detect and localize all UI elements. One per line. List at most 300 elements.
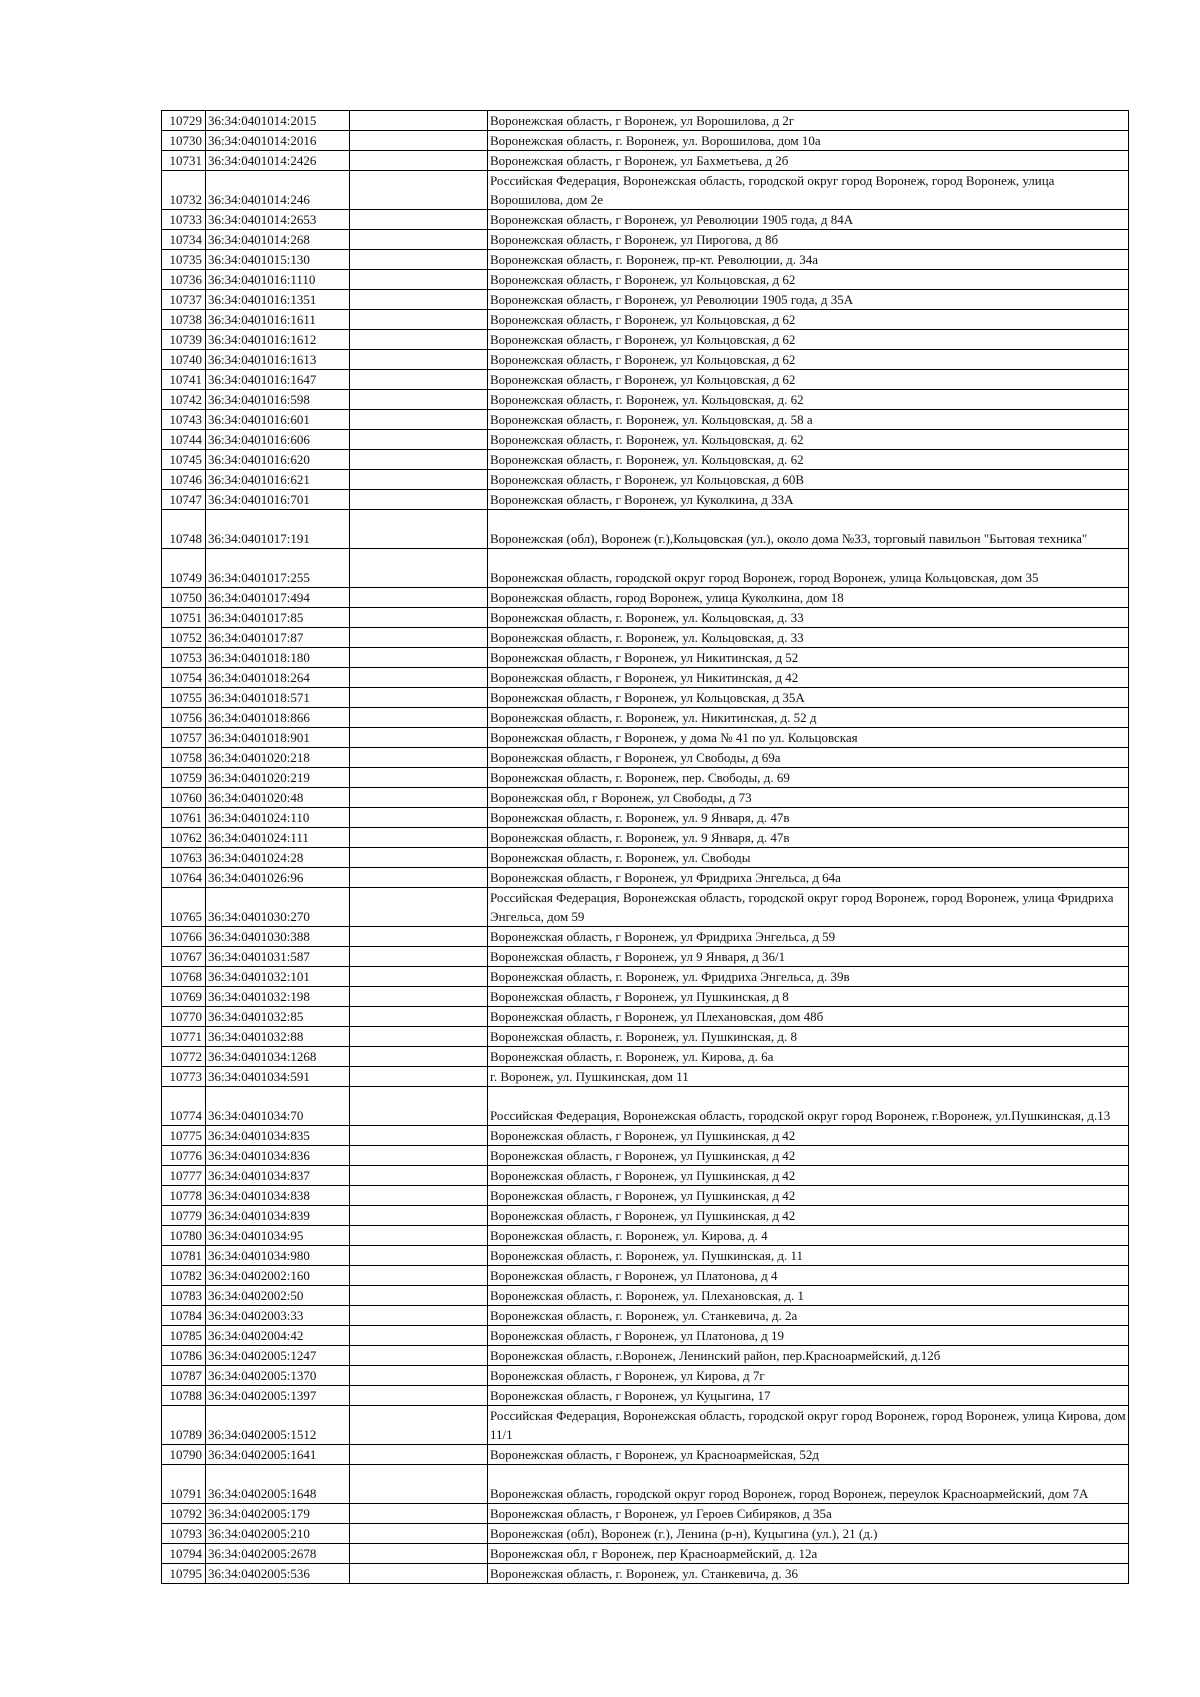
row-number-cell: 10768	[162, 967, 206, 987]
cadastral-number-cell: 36:34:0401031:587	[206, 947, 350, 967]
table-row	[162, 848, 1129, 868]
table-row	[162, 1166, 1129, 1186]
cadastral-number-cell: 36:34:0402002:50	[206, 1286, 350, 1306]
empty-cell	[350, 728, 488, 748]
address-cell: Воронежская область, г. Воронеж, ул. Кольцовская, д. 58 а	[488, 410, 1129, 430]
address-cell: Воронежская область, г Воронеж, ул Фридриха Энгельса, д 64а	[488, 868, 1129, 888]
table-row	[162, 250, 1129, 270]
table-row	[162, 1406, 1129, 1445]
cadastral-number-cell: 36:34:0401020:218	[206, 748, 350, 768]
empty-cell	[350, 768, 488, 788]
row-number-cell: 10759	[162, 768, 206, 788]
row-number-cell: 10750	[162, 588, 206, 608]
row-number-cell: 10746	[162, 470, 206, 490]
address-cell: Воронежская обл, г Воронеж, ул Свободы, д 73	[488, 788, 1129, 808]
cadastral-number-cell: 36:34:0402002:160	[206, 1266, 350, 1286]
empty-cell	[350, 1544, 488, 1564]
address-cell: Воронежская область, г. Воронеж, ул. Пушкинская, д. 8	[488, 1027, 1129, 1047]
row-number-cell: 10779	[162, 1206, 206, 1226]
cadastral-number-cell: 36:34:0402005:536	[206, 1564, 350, 1584]
row-number-cell: 10761	[162, 808, 206, 828]
row-number-cell: 10765	[162, 888, 206, 927]
cadastral-number-cell: 36:34:0401034:838	[206, 1186, 350, 1206]
cadastral-number-cell: 36:34:0401032:85	[206, 1007, 350, 1027]
cadastral-number-cell: 36:34:0401014:2015	[206, 111, 350, 131]
row-number-cell: 10758	[162, 748, 206, 768]
row-number-cell: 10732	[162, 171, 206, 210]
row-number-cell: 10731	[162, 151, 206, 171]
row-number-cell: 10778	[162, 1186, 206, 1206]
table-row	[162, 1186, 1129, 1206]
address-cell: Воронежская область, г Воронеж, у дома № 41 по ул. Кольцовская	[488, 728, 1129, 748]
address-cell: Воронежская область, г Воронеж, ул Кирова, д 7г	[488, 1366, 1129, 1386]
cadastral-number-cell: 36:34:0401032:101	[206, 967, 350, 987]
empty-cell	[350, 828, 488, 848]
row-number-cell: 10772	[162, 1047, 206, 1067]
cadastral-number-cell: 36:34:0402005:1648	[206, 1465, 350, 1504]
table-row	[162, 430, 1129, 450]
row-number-cell: 10775	[162, 1126, 206, 1146]
cadastral-number-cell: 36:34:0401018:180	[206, 648, 350, 668]
table-row	[162, 828, 1129, 848]
empty-cell	[350, 1445, 488, 1465]
table-row	[162, 888, 1129, 927]
address-cell: Воронежская область, г Воронеж, ул Пушкинская, д 42	[488, 1126, 1129, 1146]
row-number-cell: 10763	[162, 848, 206, 868]
cadastral-number-cell: 36:34:0401018:866	[206, 708, 350, 728]
empty-cell	[350, 410, 488, 430]
address-cell: Воронежская область, г.Воронеж, Ленинский район, пер.Красноармейский, д.12б	[488, 1346, 1129, 1366]
table-row	[162, 1504, 1129, 1524]
row-number-cell: 10748	[162, 510, 206, 549]
cadastral-number-cell: 36:34:0401016:701	[206, 490, 350, 510]
table-row	[162, 1266, 1129, 1286]
empty-cell	[350, 1146, 488, 1166]
empty-cell	[350, 608, 488, 628]
address-cell: Воронежская область, г Воронеж, ул Свободы, д 69а	[488, 748, 1129, 768]
address-cell: Воронежская область, г Воронеж, ул Куцыгина, 17	[488, 1386, 1129, 1406]
table-row	[162, 648, 1129, 668]
empty-cell	[350, 588, 488, 608]
address-cell: Воронежская область, г Воронеж, ул Ворошилова, д 2г	[488, 111, 1129, 131]
table-row	[162, 808, 1129, 828]
address-cell: Воронежская область, г Воронеж, ул Пушкинская, д 42	[488, 1186, 1129, 1206]
row-number-cell: 10734	[162, 230, 206, 250]
table-row	[162, 788, 1129, 808]
address-cell: Воронежская область, г. Воронеж, ул. Станкевича, д. 36	[488, 1564, 1129, 1584]
table-row	[162, 1306, 1129, 1326]
empty-cell	[350, 748, 488, 768]
cadastral-number-cell: 36:34:0401016:621	[206, 470, 350, 490]
address-cell: Воронежская область, г Воронеж, ул Кольцовская, д 62	[488, 350, 1129, 370]
empty-cell	[350, 450, 488, 470]
row-number-cell: 10777	[162, 1166, 206, 1186]
table-row	[162, 967, 1129, 987]
empty-cell	[350, 848, 488, 868]
table-row	[162, 171, 1129, 210]
address-cell: Воронежская область, г Воронеж, ул Героев Сибиряков, д 35а	[488, 1504, 1129, 1524]
empty-cell	[350, 1226, 488, 1246]
table-row	[162, 1087, 1129, 1126]
row-number-cell: 10791	[162, 1465, 206, 1504]
row-number-cell: 10776	[162, 1146, 206, 1166]
table-row	[162, 1246, 1129, 1266]
address-cell: Воронежская область, г Воронеж, ул Кольцовская, д 60В	[488, 470, 1129, 490]
cadastral-number-cell: 36:34:0401018:901	[206, 728, 350, 748]
table-row	[162, 1027, 1129, 1047]
cadastral-number-cell: 36:34:0401018:571	[206, 688, 350, 708]
cadastral-number-cell: 36:34:0401030:270	[206, 888, 350, 927]
address-cell: Воронежская область, г. Воронеж, ул. Кольцовская, д. 62	[488, 430, 1129, 450]
cadastral-number-cell: 36:34:0402005:1397	[206, 1386, 350, 1406]
table-row	[162, 927, 1129, 947]
cadastral-number-cell: 36:34:0401034:837	[206, 1166, 350, 1186]
empty-cell	[350, 1007, 488, 1027]
table-row	[162, 1445, 1129, 1465]
row-number-cell: 10764	[162, 868, 206, 888]
table-row	[162, 1465, 1129, 1504]
address-cell: Российская Федерация, Воронежская область, городской округ город Воронеж, город Воронеж, улица Ворошилова, дом 2е	[488, 171, 1129, 210]
table-row	[162, 370, 1129, 390]
row-number-cell: 10733	[162, 210, 206, 230]
row-number-cell: 10751	[162, 608, 206, 628]
row-number-cell: 10781	[162, 1246, 206, 1266]
empty-cell	[350, 788, 488, 808]
cadastral-number-cell: 36:34:0401026:96	[206, 868, 350, 888]
address-cell: г. Воронеж, ул. Пушкинская, дом 11	[488, 1067, 1129, 1087]
address-cell: Воронежская область, г Воронеж, ул Никитинская, д 52	[488, 648, 1129, 668]
row-number-cell: 10786	[162, 1346, 206, 1366]
table-row	[162, 987, 1129, 1007]
cadastral-number-cell: 36:34:0401034:839	[206, 1206, 350, 1226]
address-cell: Воронежская область, г Воронеж, ул Пушкинская, д 42	[488, 1146, 1129, 1166]
empty-cell	[350, 708, 488, 728]
address-cell: Воронежская область, г Воронеж, ул Кольцовская, д 35А	[488, 688, 1129, 708]
table-row	[162, 390, 1129, 410]
address-cell: Воронежская область, г Воронеж, ул Пушкинская, д 42	[488, 1166, 1129, 1186]
empty-cell	[350, 290, 488, 310]
table-row	[162, 549, 1129, 588]
empty-cell	[350, 668, 488, 688]
address-cell: Воронежская область, г. Воронеж, ул. Плехановская, д. 1	[488, 1286, 1129, 1306]
empty-cell	[350, 111, 488, 131]
address-cell: Воронежская область, г Воронеж, ул Плехановская, дом 48б	[488, 1007, 1129, 1027]
cadastral-number-cell: 36:34:0401016:1612	[206, 330, 350, 350]
table-row	[162, 868, 1129, 888]
cadastral-number-cell: 36:34:0401034:1268	[206, 1047, 350, 1067]
cadastral-number-cell: 36:34:0401020:48	[206, 788, 350, 808]
address-cell: Воронежская область, город Воронеж, улица Куколкина, дом 18	[488, 588, 1129, 608]
cadastral-number-cell: 36:34:0402005:210	[206, 1524, 350, 1544]
row-number-cell: 10755	[162, 688, 206, 708]
address-cell: Воронежская область, г Воронеж, ул Никитинская, д 42	[488, 668, 1129, 688]
row-number-cell: 10760	[162, 788, 206, 808]
table-row	[162, 290, 1129, 310]
empty-cell	[350, 1126, 488, 1146]
row-number-cell: 10773	[162, 1067, 206, 1087]
address-cell: Воронежская область, г. Воронеж, ул. Фридриха Энгельса, д. 39в	[488, 967, 1129, 987]
cadastral-number-cell: 36:34:0401014:2426	[206, 151, 350, 171]
row-number-cell: 10735	[162, 250, 206, 270]
table-row	[162, 410, 1129, 430]
cadastral-number-cell: 36:34:0401034:980	[206, 1246, 350, 1266]
cadastral-number-cell: 36:34:0401032:88	[206, 1027, 350, 1047]
cadastral-number-cell: 36:34:0401017:87	[206, 628, 350, 648]
table-row	[162, 628, 1129, 648]
cadastral-number-cell: 36:34:0401016:1351	[206, 290, 350, 310]
empty-cell	[350, 1406, 488, 1445]
cadastral-number-cell: 36:34:0402005:1247	[206, 1346, 350, 1366]
address-cell: Воронежская (обл), Воронеж (г.),Кольцовская (ул.), около дома №33, торговый павильон "Бытовая техника"	[488, 510, 1129, 549]
table-row	[162, 1346, 1129, 1366]
empty-cell	[350, 1465, 488, 1504]
cadastral-number-cell: 36:34:0401024:111	[206, 828, 350, 848]
cadastral-number-cell: 36:34:0401034:835	[206, 1126, 350, 1146]
empty-cell	[350, 330, 488, 350]
cadastral-number-cell: 36:34:0401016:606	[206, 430, 350, 450]
address-cell: Воронежская (обл), Воронеж (г.), Ленина (р-н), Куцыгина (ул.), 21 (д.)	[488, 1524, 1129, 1544]
cadastral-number-cell: 36:34:0401034:836	[206, 1146, 350, 1166]
cadastral-number-cell: 36:34:0401030:388	[206, 927, 350, 947]
row-number-cell: 10757	[162, 728, 206, 748]
empty-cell	[350, 987, 488, 1007]
row-number-cell: 10788	[162, 1386, 206, 1406]
cadastral-number-cell: 36:34:0401014:2653	[206, 210, 350, 230]
address-cell: Российская Федерация, Воронежская область, городской округ город Воронеж, г.Воронеж, ул.Пушкинская, д.13	[488, 1087, 1129, 1126]
registry-table	[161, 110, 1129, 1584]
row-number-cell: 10767	[162, 947, 206, 967]
row-number-cell: 10730	[162, 131, 206, 151]
empty-cell	[350, 1246, 488, 1266]
cadastral-number-cell: 36:34:0401016:1647	[206, 370, 350, 390]
empty-cell	[350, 888, 488, 927]
empty-cell	[350, 947, 488, 967]
address-cell: Воронежская область, г Воронеж, ул Кольцовская, д 62	[488, 270, 1129, 290]
table-row	[162, 708, 1129, 728]
cadastral-number-cell: 36:34:0402005:2678	[206, 1544, 350, 1564]
empty-cell	[350, 1326, 488, 1346]
empty-cell	[350, 549, 488, 588]
address-cell: Воронежская область, г. Воронеж, ул. Кольцовская, д. 62	[488, 450, 1129, 470]
table-row	[162, 510, 1129, 549]
empty-cell	[350, 1346, 488, 1366]
table-row	[162, 1007, 1129, 1027]
cadastral-number-cell: 36:34:0401020:219	[206, 768, 350, 788]
address-cell: Воронежская область, г Воронеж, ул Платонова, д 4	[488, 1266, 1129, 1286]
empty-cell	[350, 1564, 488, 1584]
row-number-cell: 10769	[162, 987, 206, 1007]
address-cell: Воронежская область, г. Воронеж, ул. Кирова, д. 6а	[488, 1047, 1129, 1067]
row-number-cell: 10749	[162, 549, 206, 588]
address-cell: Воронежская область, г. Воронеж, ул. Кольцовская, д. 33	[488, 628, 1129, 648]
cadastral-number-cell: 36:34:0401032:198	[206, 987, 350, 1007]
empty-cell	[350, 1524, 488, 1544]
table-row	[162, 1146, 1129, 1166]
row-number-cell: 10744	[162, 430, 206, 450]
table-row	[162, 270, 1129, 290]
row-number-cell: 10747	[162, 490, 206, 510]
address-cell: Воронежская область, г Воронеж, ул Бахметьева, д 2б	[488, 151, 1129, 171]
empty-cell	[350, 390, 488, 410]
cadastral-number-cell: 36:34:0402005:1641	[206, 1445, 350, 1465]
cadastral-number-cell: 36:34:0401016:601	[206, 410, 350, 430]
row-number-cell: 10780	[162, 1226, 206, 1246]
registry-table-body	[162, 111, 1129, 1584]
cadastral-number-cell: 36:34:0401016:1110	[206, 270, 350, 290]
table-row	[162, 1286, 1129, 1306]
address-cell: Воронежская область, г Воронеж, ул Пушкинская, д 8	[488, 987, 1129, 1007]
empty-cell	[350, 1206, 488, 1226]
empty-cell	[350, 1027, 488, 1047]
table-row	[162, 111, 1129, 131]
table-row	[162, 350, 1129, 370]
empty-cell	[350, 1266, 488, 1286]
empty-cell	[350, 1047, 488, 1067]
table-row	[162, 1326, 1129, 1346]
empty-cell	[350, 967, 488, 987]
cadastral-number-cell: 36:34:0401024:28	[206, 848, 350, 868]
empty-cell	[350, 927, 488, 947]
table-row	[162, 1067, 1129, 1087]
row-number-cell: 10752	[162, 628, 206, 648]
table-row	[162, 1564, 1129, 1584]
address-cell: Воронежская область, г. Воронеж, пр-кт. Революции, д. 34а	[488, 250, 1129, 270]
address-cell: Воронежская область, г. Воронеж, ул. Свободы	[488, 848, 1129, 868]
address-cell: Воронежская область, г. Воронеж, ул. 9 Января, д. 47в	[488, 808, 1129, 828]
address-cell: Воронежская область, г. Воронеж, ул. Пушкинская, д. 11	[488, 1246, 1129, 1266]
empty-cell	[350, 310, 488, 330]
address-cell: Воронежская область, г Воронеж, ул Кольцовская, д 62	[488, 370, 1129, 390]
empty-cell	[350, 250, 488, 270]
empty-cell	[350, 1306, 488, 1326]
cadastral-number-cell: 36:34:0401034:591	[206, 1067, 350, 1087]
row-number-cell: 10741	[162, 370, 206, 390]
cadastral-number-cell: 36:34:0401016:620	[206, 450, 350, 470]
row-number-cell: 10774	[162, 1087, 206, 1126]
cadastral-number-cell: 36:34:0402004:42	[206, 1326, 350, 1346]
cadastral-number-cell: 36:34:0401016:598	[206, 390, 350, 410]
cadastral-number-cell: 36:34:0401016:1613	[206, 350, 350, 370]
row-number-cell: 10766	[162, 927, 206, 947]
address-cell: Воронежская область, г Воронеж, ул 9 Января, д 36/1	[488, 947, 1129, 967]
cadastral-number-cell: 36:34:0401014:246	[206, 171, 350, 210]
address-cell: Воронежская область, г. Воронеж, пер. Свободы, д. 69	[488, 768, 1129, 788]
empty-cell	[350, 1186, 488, 1206]
table-row	[162, 947, 1129, 967]
table-row	[162, 450, 1129, 470]
row-number-cell: 10793	[162, 1524, 206, 1544]
table-row	[162, 1226, 1129, 1246]
address-cell: Воронежская область, г Воронеж, ул Платонова, д 19	[488, 1326, 1129, 1346]
empty-cell	[350, 430, 488, 450]
empty-cell	[350, 648, 488, 668]
table-row	[162, 1386, 1129, 1406]
cadastral-number-cell: 36:34:0401015:130	[206, 250, 350, 270]
address-cell: Воронежская область, г Воронеж, ул Революции 1905 года, д 35А	[488, 290, 1129, 310]
empty-cell	[350, 270, 488, 290]
empty-cell	[350, 171, 488, 210]
row-number-cell: 10737	[162, 290, 206, 310]
row-number-cell: 10792	[162, 1504, 206, 1524]
address-cell: Воронежская область, городской округ город Воронеж, город Воронеж, переулок Красноармейский, дом 7А	[488, 1465, 1129, 1504]
table-row	[162, 470, 1129, 490]
table-row	[162, 1047, 1129, 1067]
empty-cell	[350, 490, 488, 510]
row-number-cell: 10790	[162, 1445, 206, 1465]
address-cell: Воронежская область, г Воронеж, ул Красноармейская, 52д	[488, 1445, 1129, 1465]
address-cell: Воронежская область, г Воронеж, ул Пирогова, д 8б	[488, 230, 1129, 250]
cadastral-number-cell: 36:34:0401017:494	[206, 588, 350, 608]
row-number-cell: 10795	[162, 1564, 206, 1584]
address-cell: Воронежская область, г. Воронеж, ул. Никитинская, д. 52 д	[488, 708, 1129, 728]
table-row	[162, 131, 1129, 151]
address-cell: Воронежская область, г Воронеж, ул Революции 1905 года, д 84А	[488, 210, 1129, 230]
table-row	[162, 230, 1129, 250]
cadastral-number-cell: 36:34:0401034:70	[206, 1087, 350, 1126]
row-number-cell: 10794	[162, 1544, 206, 1564]
address-cell: Российская Федерация, Воронежская область, городской округ город Воронеж, город Воронеж, улица Кирова, дом 11/1	[488, 1406, 1129, 1445]
cadastral-number-cell: 36:34:0401016:1611	[206, 310, 350, 330]
table-row	[162, 210, 1129, 230]
empty-cell	[350, 510, 488, 549]
table-row	[162, 1524, 1129, 1544]
table-row	[162, 1544, 1129, 1564]
empty-cell	[350, 688, 488, 708]
table-row	[162, 1206, 1129, 1226]
cadastral-number-cell: 36:34:0401034:95	[206, 1226, 350, 1246]
row-number-cell: 10756	[162, 708, 206, 728]
cadastral-number-cell: 36:34:0401014:268	[206, 230, 350, 250]
address-cell: Воронежская область, г. Воронеж, ул. Кирова, д. 4	[488, 1226, 1129, 1246]
cadastral-number-cell: 36:34:0402005:179	[206, 1504, 350, 1524]
address-cell: Воронежская область, г. Воронеж, ул. Кольцовская, д. 62	[488, 390, 1129, 410]
empty-cell	[350, 151, 488, 171]
table-row	[162, 310, 1129, 330]
cadastral-number-cell: 36:34:0402005:1370	[206, 1366, 350, 1386]
empty-cell	[350, 230, 488, 250]
table-row	[162, 1126, 1129, 1146]
table-row	[162, 608, 1129, 628]
address-cell: Воронежская область, г Воронеж, ул Фридриха Энгельса, д 59	[488, 927, 1129, 947]
address-cell: Воронежская область, г. Воронеж, ул. Ворошилова, дом 10а	[488, 131, 1129, 151]
address-cell: Воронежская область, г. Воронеж, ул. Станкевича, д. 2а	[488, 1306, 1129, 1326]
cadastral-number-cell: 36:34:0402003:33	[206, 1306, 350, 1326]
row-number-cell: 10743	[162, 410, 206, 430]
table-row	[162, 688, 1129, 708]
row-number-cell: 10742	[162, 390, 206, 410]
address-cell: Воронежская область, г Воронеж, ул Куколкина, д 33А	[488, 490, 1129, 510]
table-row	[162, 330, 1129, 350]
row-number-cell: 10739	[162, 330, 206, 350]
table-row	[162, 151, 1129, 171]
empty-cell	[350, 808, 488, 828]
address-cell: Воронежская область, г. Воронеж, ул. Кольцовская, д. 33	[488, 608, 1129, 628]
table-row	[162, 668, 1129, 688]
table-row	[162, 748, 1129, 768]
row-number-cell: 10738	[162, 310, 206, 330]
table-row	[162, 1366, 1129, 1386]
address-cell: Воронежская область, г Воронеж, ул Пушкинская, д 42	[488, 1206, 1129, 1226]
table-row	[162, 588, 1129, 608]
empty-cell	[350, 628, 488, 648]
row-number-cell: 10771	[162, 1027, 206, 1047]
empty-cell	[350, 1087, 488, 1126]
table-row	[162, 490, 1129, 510]
empty-cell	[350, 1386, 488, 1406]
address-cell: Воронежская область, г. Воронеж, ул. 9 Января, д. 47в	[488, 828, 1129, 848]
cadastral-number-cell: 36:34:0401017:191	[206, 510, 350, 549]
address-cell: Воронежская область, городской округ город Воронеж, город Воронеж, улица Кольцовская, дом 35	[488, 549, 1129, 588]
